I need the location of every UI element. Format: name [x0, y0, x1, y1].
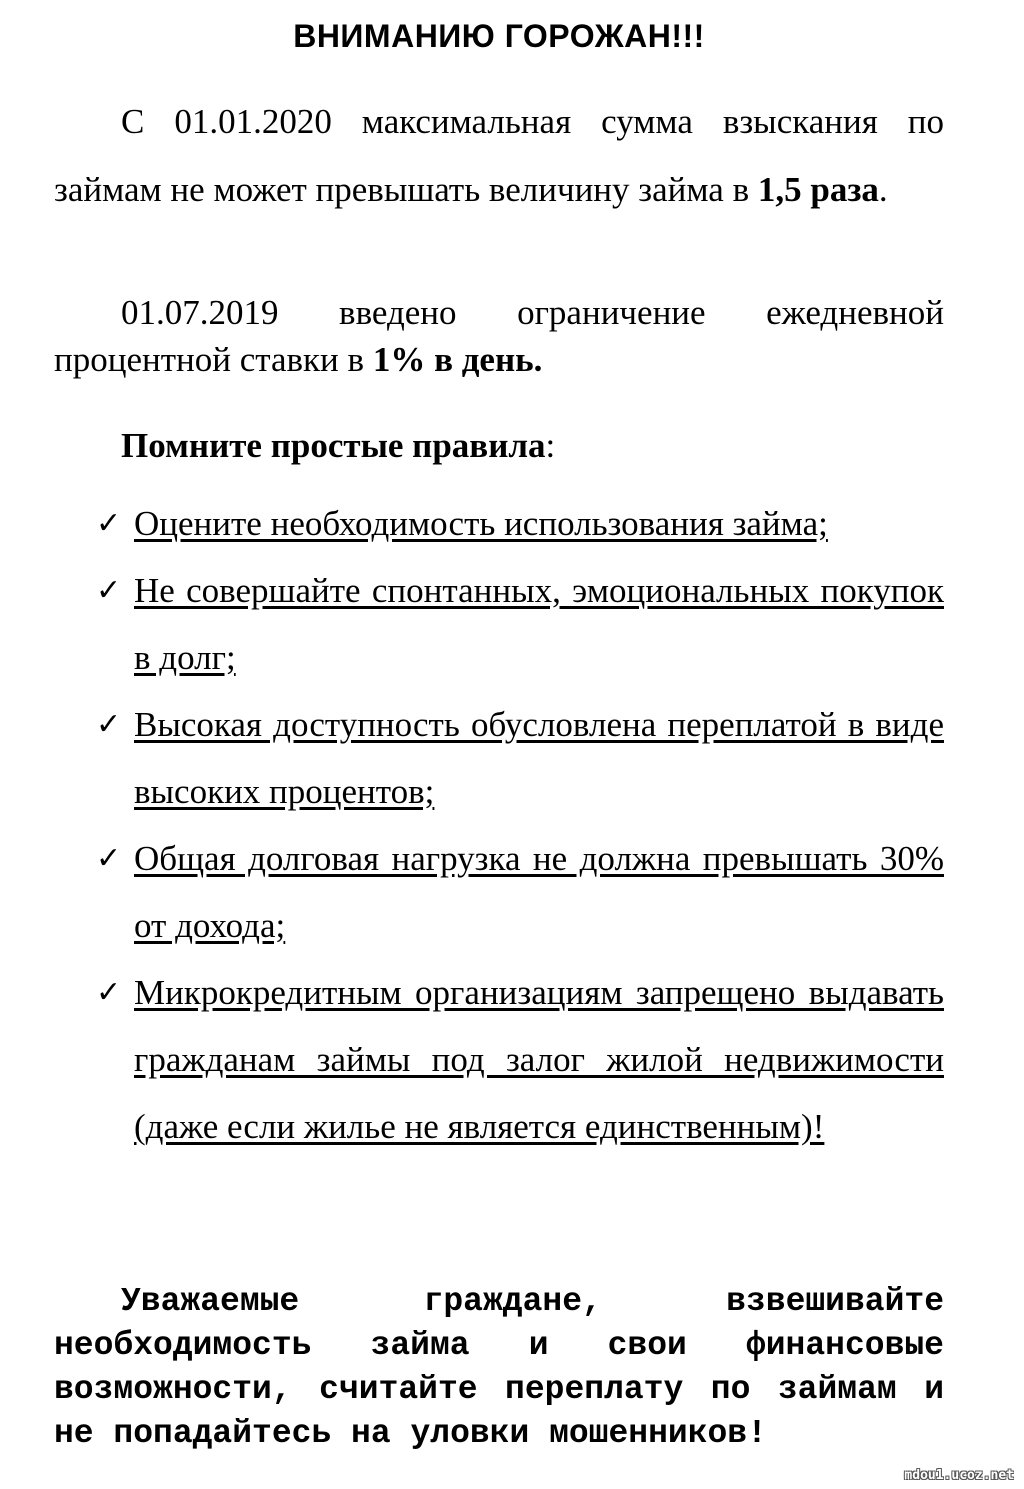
checkmark-icon: ✓ [96, 506, 122, 541]
paragraph-rate-limit-bold: 1% в день. [372, 340, 543, 379]
rules-heading-end: : [545, 426, 556, 465]
closing-appeal: Уважаемые граждане, взвешивайте необходимость займа и свои финансовые возможности, считайте переплату по займам и не попадайтесь на уловки мошенников! [54, 1283, 944, 1452]
watermark: mdou1.ucoz.net [904, 1468, 1014, 1483]
rules-heading [121, 422, 555, 470]
rule-text: Не совершайте спонтанных, эмоциональных покупок в долг; [134, 571, 944, 677]
rule-text: Микрокредитным организациям запрещено выдавать гражданам займы под залог жилой недвижимости (даже если жилье не является единственным)! [134, 973, 944, 1146]
paragraph-max-recovery-bold: 1,5 раза [757, 170, 879, 209]
list-item [96, 691, 944, 825]
page-title: ВНИМАНИЮ ГОРОЖАН!!! [293, 18, 705, 54]
checkmark-icon: ✓ [96, 975, 122, 1010]
paragraph-max-recovery-text: С 01.01.2020 максимальная сумма взыскания по займам не может превышать величину займа в [54, 102, 944, 209]
rules-heading-bold: Помните простые правила [121, 426, 546, 465]
rule-text: Высокая доступность обусловлена переплатой в виде высоких процентов; [134, 705, 944, 811]
list-item [96, 959, 944, 1160]
paragraph-rate-limit [54, 289, 944, 383]
list-item [96, 825, 944, 959]
rule-text: Общая долговая нагрузка не должна превышать 30% от дохода; [134, 839, 944, 945]
checkmark-icon: ✓ [96, 841, 122, 876]
list-item [96, 490, 944, 557]
checkmark-icon: ✓ [96, 573, 122, 608]
list-item [96, 557, 944, 691]
rule-text: Оцените необходимость использования займа; [134, 504, 828, 543]
rules-list [96, 490, 944, 1160]
paragraph-rate-limit-text: 01.07.2019 введено ограничение ежедневной процентной ставки в [54, 293, 944, 379]
paragraph-max-recovery [54, 88, 944, 224]
paragraph-max-recovery-end: . [878, 170, 888, 209]
checkmark-icon: ✓ [96, 707, 122, 742]
